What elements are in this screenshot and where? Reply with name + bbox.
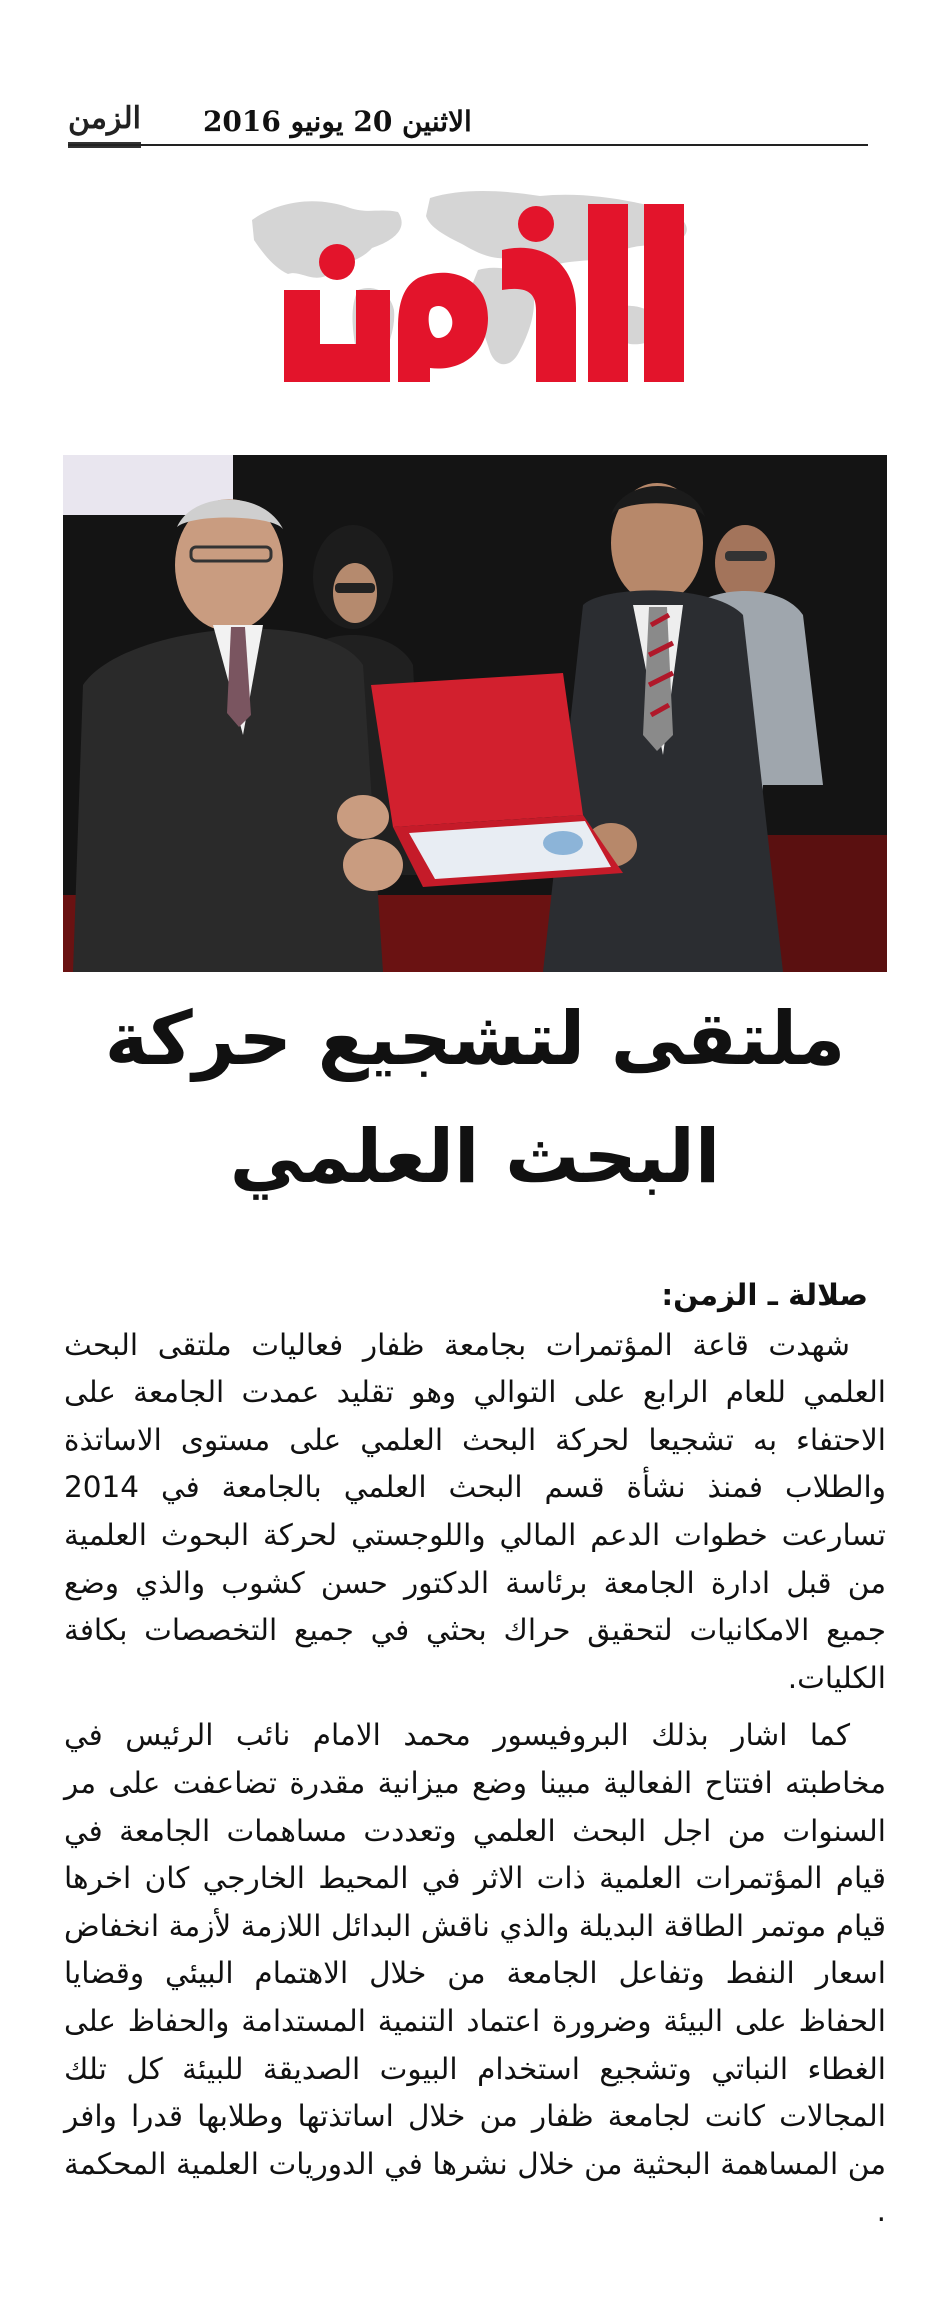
header-divider — [68, 144, 868, 146]
issue-date: الاثنين 20 يونيو 2016 — [202, 105, 472, 138]
article-paragraph-2: كما اشار بذلك البروفيسور محمد الامام نائب الرئيس في مخاطبته افتتاح الفعالية مبينا وضع ميزانية مقدرة تضاعفت على مر السنوات من اجل البحث العلمي وتعددت مساهمات الجامعة في قيام المؤتمرات العلمية ذات الاثر في المحيط الخارجي كان اخرها قيام موتمر الطاقة البديلة والذي ناقش البدائل اللازمة لأزمة انخفاض اسعار النفط وتفاعل الجامعة من خلال الاهتمام البيئي وقضايا الحفاظ على البيئة وضرورة اعتماد التنمية المستدامة والحفاظ على الغطاء النباتي وتشجيع استخدام البيوت الصديقة للبيئة كل تلك المجالات كانت لجامعة ظفار من خلال اساتذتها وطلابها قدرا وافر من المساهمة البحثية من خلال نشرها في الدوريات العلمية المحكمة . — [64, 1718, 886, 2229]
headline-line-2: البحث العلمي — [229, 1114, 721, 1200]
headline — [60, 980, 890, 1216]
paper-name: الزمن — [68, 101, 141, 148]
ceremony-photo — [63, 455, 887, 972]
newspaper-logo — [240, 178, 710, 418]
article-paragraph-1: شهدت قاعة المؤتمرات بجامعة ظفار فعاليات ملتقى البحث العلمي للعام الرابع على التوالي وهو تقليد عمدت الجامعة على الاحتفاء به تشجيعا لحركة البحث العلمي على مستوى الاساتذة والطلاب فمنذ نشأة قسم البحث العلمي بالجامعة في 2014 تسارعت خطوات الدعم المالي واللوجستي لحركة البحوث العلمية من قبل ادارة الجامعة برئاسة الدكتور حسن كشوب والذي وضع جميع الامكانيات لتحقيق حراك بحثي في جميع التخصصات بكافة الكليات. — [64, 1327, 886, 1695]
masthead-bar — [68, 92, 868, 148]
headline-line-1: ملتقى لتشجيع حركة — [104, 996, 846, 1082]
article-dateline: صلالة ـ الزمن: — [661, 1278, 868, 1312]
article-body — [64, 1272, 886, 2236]
